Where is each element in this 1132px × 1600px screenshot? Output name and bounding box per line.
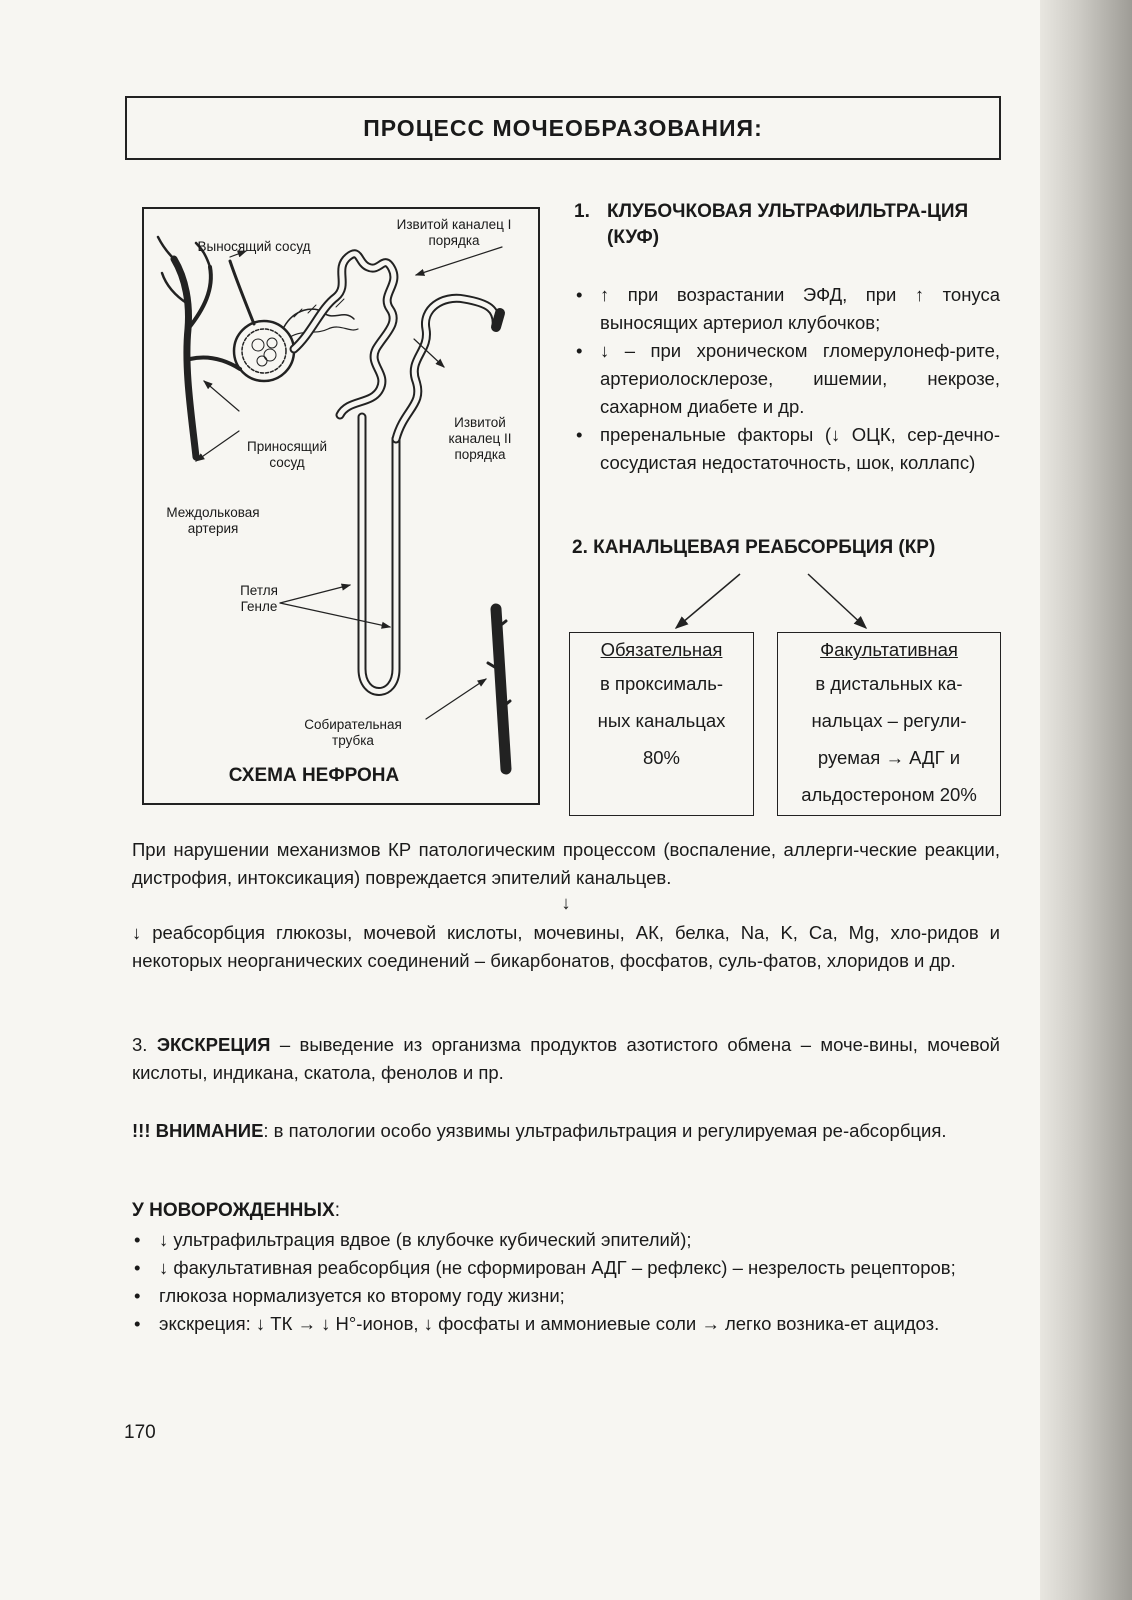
facultative-line: нальцах – регули- xyxy=(811,710,967,731)
attention-label: !!! ВНИМАНИЕ xyxy=(132,1120,264,1141)
newborns-colon: : xyxy=(334,1200,340,1221)
label-tubule-2: Извитой каналец II порядка xyxy=(448,415,512,462)
list-item: • глюкоза нормализуется ко второму году жизни; xyxy=(132,1282,1000,1310)
page-title: ПРОЦЕСС МОЧЕОБРАЗОВАНИЯ: xyxy=(363,114,763,141)
book-spine-shadow xyxy=(1040,0,1132,1600)
label-collecting-duct: Собирательная трубка xyxy=(304,717,402,748)
section-3-number: 3. xyxy=(132,1034,148,1055)
section-3-text: – выведение из организма продуктов азотистого обмена – моче-вины, мочевой кислоты, индикана, скатола, фенолов и пр. xyxy=(132,1034,1001,1083)
obligatory-line: 80% xyxy=(642,747,681,768)
kr-disorder-paragraph: При нарушении механизмов КР патологическим процессом (воспаление, аллерги-ческие реакции, дистрофия, интоксикация) повреждается эпителий канальцев. xyxy=(132,839,1000,888)
label-tubule-1: Извитой каналец I порядка xyxy=(396,217,512,248)
label-loop-of-henle: Петля Генле xyxy=(240,583,278,614)
list-item: • экскреция: ↓ ТК → ↓ Н°-ионов, ↓ фосфаты и аммониевые соли → легко возника-ет ацидоз. xyxy=(132,1310,1000,1338)
newborns-heading xyxy=(132,1197,1000,1225)
loop-of-henle xyxy=(362,417,396,692)
section-1-bullets xyxy=(572,281,1000,477)
kr-result-paragraph: ↓ реабсорбция глюкозы, мочевой кислоты, мочевины, АК, белка, Na, K, Ca, Mg, хло-ридов и некоторых неорганических соединений – бикарбонатов, фосфатов, суль-фатов, хлоридов и др. xyxy=(132,922,1000,971)
obligatory-line: ных канальцах xyxy=(597,710,726,731)
newborns-list xyxy=(132,1226,1000,1338)
diagram-caption: СХЕМА НЕФРОНА xyxy=(228,765,400,786)
collecting-duct xyxy=(496,609,506,769)
facultative-line: альдостероном 20% xyxy=(801,784,977,805)
section-2-title: 2. КАНАЛЬЦЕВАЯ РЕАБСОРБЦИЯ (КР) xyxy=(572,537,936,558)
label-efferent-vessel: Выносящий сосуд xyxy=(197,239,311,254)
newborns-label: У НОВОРОЖДЕННЫХ xyxy=(132,1200,335,1221)
list-item: • ↓ ультрафильтрация вдвое (в клубочке кубический эпителий); xyxy=(132,1226,1000,1254)
section-1-number: 1. xyxy=(574,201,590,222)
glomerulus xyxy=(234,321,294,381)
label-interlobular-artery: Междольковая артерия xyxy=(166,505,260,536)
branch-arrows xyxy=(640,566,900,636)
section-1-title: КЛУБОЧКОВАЯ УЛЬТРАФИЛЬТРА-ЦИЯ (КУФ) xyxy=(607,201,969,248)
label-afferent-vessel: Приносящий сосуд xyxy=(247,439,327,470)
obligatory-line: в проксималь- xyxy=(599,673,724,694)
list-item: • ↓ факультативная реабсорбция (не сформирован АДГ – рефлекс) – незрелость рецепторов; xyxy=(132,1254,1000,1282)
facultative-line: руемая → АДГ и xyxy=(817,747,961,768)
kr-down-arrow: ↓ xyxy=(561,892,571,913)
list-item: • ↓ – при хроническом гломерулонеф-рите, артериолосклерозе, ишемии, некрозе, сахарном диабете и др. xyxy=(572,337,1000,421)
attention-paragraph xyxy=(132,1117,1000,1145)
page-number: 170 xyxy=(124,1422,156,1443)
section-3-paragraph xyxy=(132,1031,1000,1087)
section-3-title: ЭКСКРЕЦИЯ xyxy=(156,1034,271,1055)
title-box xyxy=(125,96,1001,160)
obligatory-title: Обязательная xyxy=(600,639,723,660)
list-item: • преренальные факторы (↓ ОЦК, сер-дечно-сосудистая недостаточность, шок, коллапс) xyxy=(572,421,1000,477)
nephron-diagram xyxy=(142,207,540,805)
attention-text: : в патологии особо уязвимы ультрафильтрация и регулируемая ре-абсорбция. xyxy=(263,1120,947,1141)
facultative-title: Факультативная xyxy=(820,639,958,660)
facultative-line: в дистальных ка- xyxy=(815,673,963,694)
facultative-reabsorption-box xyxy=(777,632,1001,816)
obligatory-reabsorption-box xyxy=(569,632,754,816)
list-item: • ↑ при возрастании ЭФД, при ↑ тонуса выносящих артериол клубочков; xyxy=(572,281,1000,337)
